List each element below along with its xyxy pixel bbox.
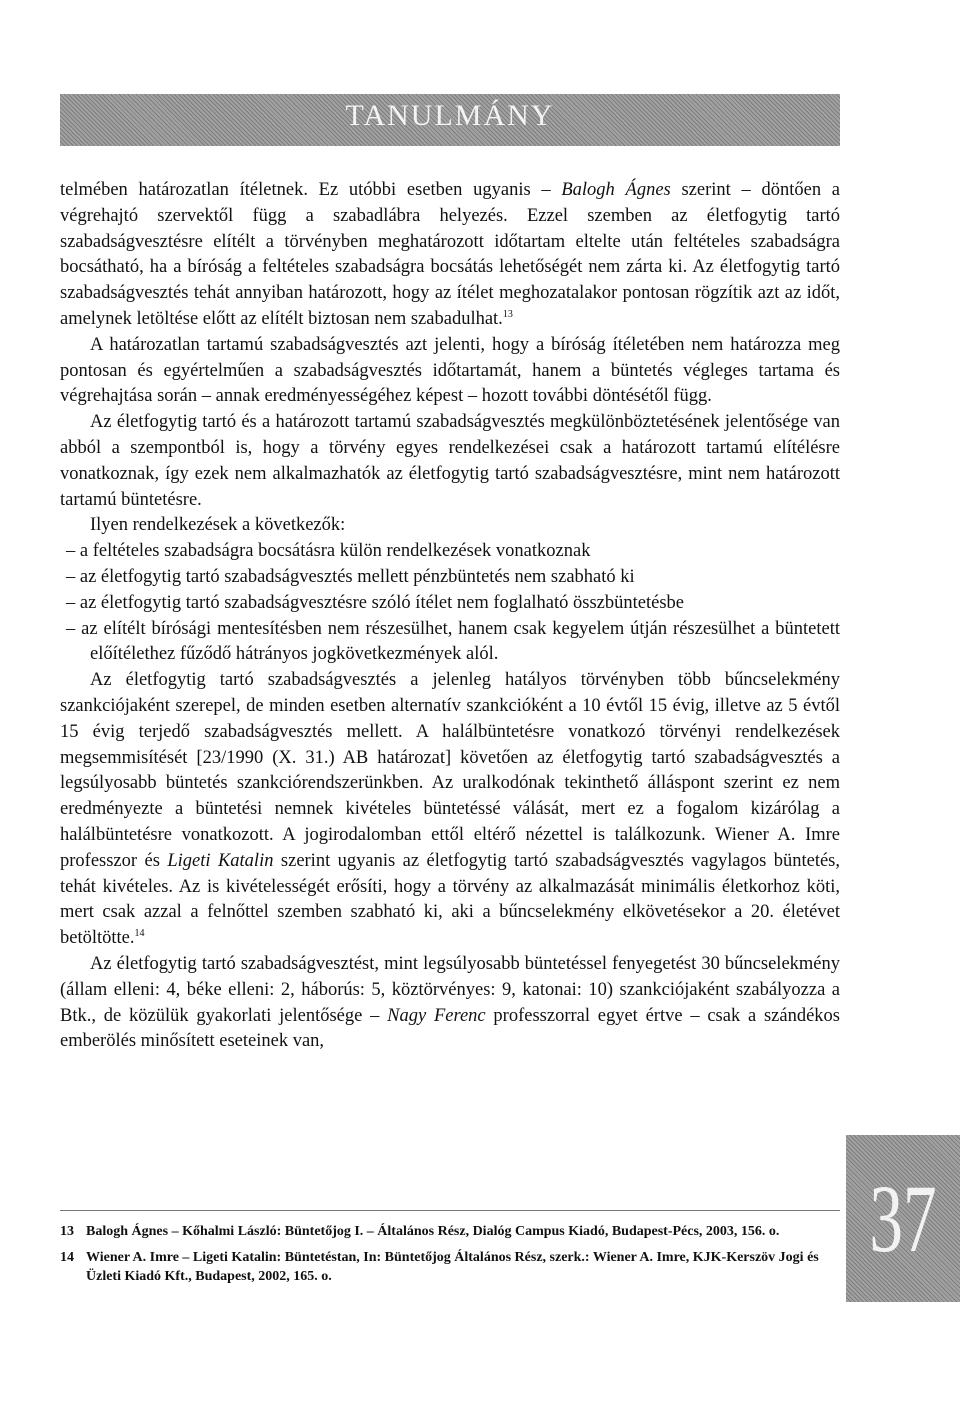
footnote-number: 14 bbox=[60, 1250, 74, 1265]
italic-name: Balogh Ágnes bbox=[561, 180, 671, 200]
article-body bbox=[60, 178, 840, 1055]
paragraph-3: Az életfogytig tartó és a határozott tartamú szabadságvesztés megkülönböztetésének jelentősége van abból a szempontból is, hogy a törvény egyes rendelkezései csak a határozott tartamú elítélésre vonatkoznak, így ezek nem alkalmazhatók az életfogytig tartó szabadságvesztésre, mint nem határozott tartamú büntetésre. bbox=[60, 412, 840, 510]
footnotes bbox=[60, 1222, 820, 1293]
paragraph-5-text: Az életfogytig tartó szabadságvesztés a jelenleg hatályos törvényben több bűncselekmény szankciójaként szerepel, de minden esetben alternatív szankcióként a 10 évtől 15 évig, illetve az 5 évtől 15 évig terjedő szabadságvesztés mellett. A halálbüntetésre vonatkozó törvényi rendelkezések megsemmisítését [23/1990 (X. 31.) AB határozat] követően az életfogytig tartó szabadságvesztés a legsúlyosabb büntetés szankciórendszerünkben. Az uralkodónak tekinthető álláspont szerint ez nem eredményezte a büntetési nemnek kivételes büntetéssé válását, mert ez a fogalom kizárólag a halálbüntetésre vonatkozott. A jogirodalomban ettől eltérő nézettel is találkozunk. Wiener A. Imre professzor és Ligeti Katalin szerint ugyanis az életfogytig tartó szabadságvesztés vagylagos büntetés, tehát kivételes. Az is kivételességét erősíti, hogy a törvény az alkalmazását minimális életkorhoz köti, mert csak azzal a felnőttel szemben szabható ki, aki a bűncselekmény elkövetésekor a 20. életévet betöltötte. bbox=[60, 670, 840, 949]
footnote-ref-13: 13 bbox=[502, 308, 513, 320]
paragraph-6: Az életfogytig tartó szabadságvesztést, mint legsúlyosabb büntetéssel fenyegetést 30 bűncselekmény (állam elleni: 4, béke elleni: 2, háborús: 5, köztörvényes: 9, katonai: 10) szankciójaként szabályozza a Btk., de közülük gyakorlati jelentősége – Nagy Ferenc professzorral egyet értve – csak a szándékos emberölés minősített eseteinek van, bbox=[60, 953, 841, 1052]
footnote-14 bbox=[60, 1248, 820, 1286]
italic-name: Ligeti Katalin bbox=[167, 850, 274, 871]
section-title: TANULMÁNY bbox=[345, 99, 555, 132]
italic-name: Nagy Ferenc bbox=[387, 1005, 486, 1026]
footnote-text: Wiener A. Imre – Ligeti Katalin: Büntetéstan, In: Büntetőjog Általános Rész, szerk.: Wiener A. Imre, KJK-Kerszöv Jogi és Üzleti Kiadó Kft., Budapest, 2002, 165. o. bbox=[86, 1250, 819, 1284]
list-item: – az elítélt bírósági mentesítésben nem részesülhet, hanem csak kegyelem útján részesülhet a büntetett előítélethez fűződő hátrányos jogkövetkezmények alól. bbox=[66, 618, 840, 665]
footnote-divider bbox=[60, 1210, 840, 1211]
footnote-text: Balogh Ágnes – Kőhalmi László: Büntetőjog I. – Általános Rész, Dialóg Campus Kiadó, Budapest-Pécs, 2003, 156. o. bbox=[86, 1224, 780, 1239]
paragraph-1 bbox=[60, 178, 840, 333]
paragraph-5 bbox=[60, 668, 840, 952]
list-item: – az életfogytig tartó szabadságvesztés mellett pénzbüntetés nem szabható ki bbox=[66, 566, 635, 587]
footnote-ref-14: 14 bbox=[134, 928, 145, 940]
footnote-13 bbox=[60, 1222, 820, 1241]
page-number-tab bbox=[846, 1135, 960, 1302]
list-item: – az életfogytig tartó szabadságvesztésre szóló ítélet nem foglalható összbüntetésbe bbox=[66, 592, 684, 613]
section-header-band bbox=[60, 94, 840, 146]
page-number: 37 bbox=[869, 1165, 937, 1272]
paragraph-2: A határozatlan tartamú szabadságvesztés azt jelenti, hogy a bíróság ítéletében nem határozza meg pontosan és egyértelműen a szabadságvesztés időtartamát, hanem a büntetés végleges tartama és végrehajtása során – annak eredményességéhez képest – hozott további döntésétől függ. bbox=[60, 334, 840, 407]
footnote-number: 13 bbox=[60, 1224, 74, 1239]
paragraph-4: Ilyen rendelkezések a következők: bbox=[90, 515, 346, 536]
paragraph-1-text: telmében határozatlan ítéletnek. Ez utóbbi esetben ugyanis – Balogh Ágnes szerint – döntően a végrehajtó szervektől függ a szabadlábra helyezés. Ezzel szemben az életfogytig tartó szabadságvesztésre elítélt a törvényben meghatározott időtartam eltelte után feltételes szabadságra bocsátható, ha a bíróság a feltételes szabadságra bocsátás lehetőségét nem zárta ki. Az életfogytig tartó szabadságvesztés tehát annyiban határozott, hogy az ítélet meghozatalakor pontosan rögzítik azt az időt, amelynek letöltése előtt az elítélt biztosan nem szabadulhat. bbox=[60, 180, 840, 329]
list-item: – a feltételes szabadságra bocsátásra külön rendelkezések vonatkoznak bbox=[66, 541, 591, 562]
